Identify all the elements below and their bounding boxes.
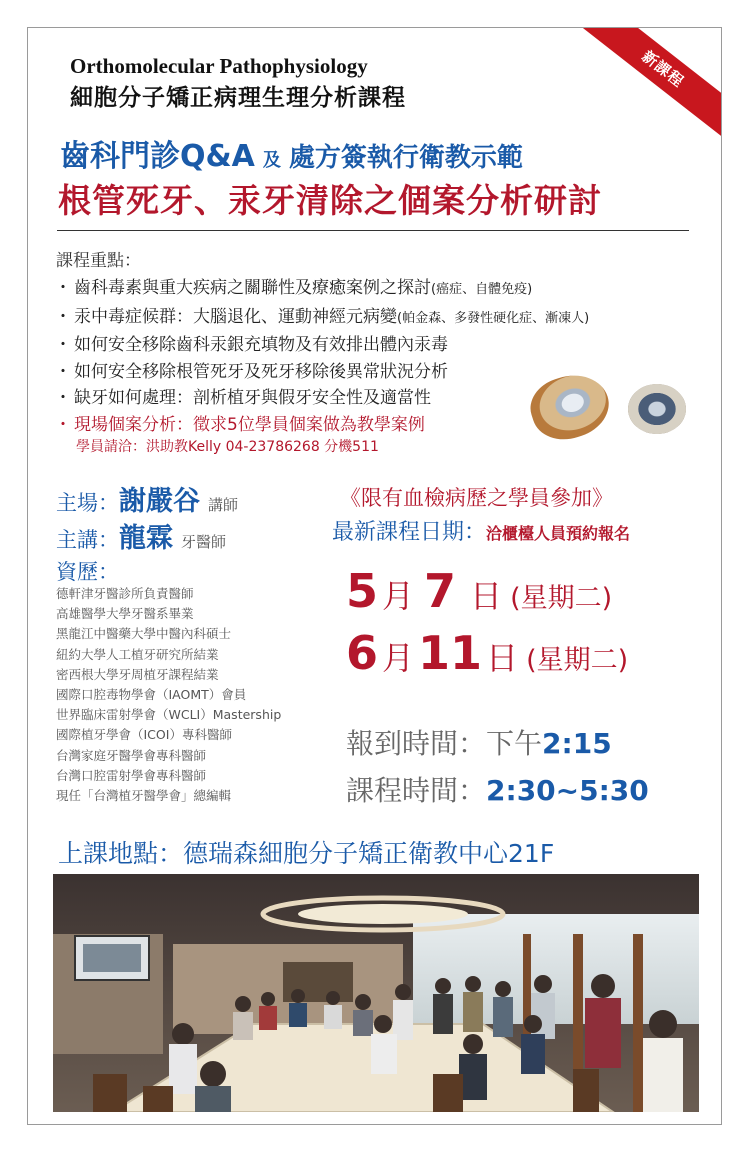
credential-item: 密西根大學牙周植牙課程結業	[56, 666, 219, 682]
new-course-ribbon: 新課程	[574, 27, 722, 144]
key-point-item	[52, 304, 589, 333]
key-points-heading: 課程重點：	[56, 251, 141, 271]
speaker-line	[56, 516, 226, 555]
date-day-unit: 日	[470, 577, 503, 615]
contact-info: 學員請洽：洪助教Kelly 04-23786268 分機511	[76, 439, 379, 455]
venue: 上課地點：德瑞森細胞分子矯正衛教中心21F	[58, 839, 555, 868]
class-time	[346, 769, 649, 809]
date-weekday: (星期二)	[526, 645, 629, 676]
key-point-text: 現場個案分析：徵求5位學員個案做為教學案例	[74, 414, 425, 435]
headline-conj: 及	[262, 150, 281, 171]
speaker-title: 牙醫師	[181, 533, 227, 551]
headline-part1: 齒科門診Q&A	[60, 139, 255, 174]
date-day: 11	[418, 626, 483, 680]
credential-item: 台灣家庭牙醫學會專科醫師	[56, 747, 207, 763]
bullet-glyph: ・	[54, 278, 72, 298]
bullet-glyph: ・	[54, 388, 72, 408]
host-name: 謝嚴谷	[119, 486, 200, 517]
headline-main: 根管死牙、汞牙清除之個案分析研討	[58, 181, 602, 220]
date-weekday: (星期二)	[510, 583, 613, 614]
course-date	[346, 564, 612, 618]
key-point-item	[52, 275, 589, 304]
course-title-english: Orthomolecular Pathophysiology	[70, 54, 368, 78]
key-point-text: 齒科毒素與重大疾病之關聯性及療癒案例之探討	[74, 278, 431, 298]
date-day-unit: 日	[486, 639, 519, 677]
credential-item: 黑龍江中醫藥大學中醫內科碩士	[56, 626, 232, 642]
latest-dates-note: 洽櫃檯人員預約報名	[486, 524, 631, 543]
headline-part2: 處方簽執行衛教示範	[288, 143, 523, 173]
key-point-text: 如何安全移除根管死牙及死牙移除後異常狀況分析	[74, 361, 448, 382]
credentials-heading: 資歷：	[56, 560, 119, 584]
speaker-role: 主講：	[56, 528, 119, 552]
key-points-list	[52, 275, 589, 438]
credential-item: 現任「台灣植牙醫學會」總編輯	[56, 788, 232, 804]
divider	[57, 230, 689, 231]
checkin-prefix: 下午	[486, 727, 543, 760]
credential-item: 國際口腔毒物學會（IAOMT）會員	[56, 687, 247, 703]
date-month-unit: 月	[382, 639, 415, 677]
credential-item: 台灣口腔雷射學會專科醫師	[56, 767, 207, 783]
host-line	[56, 479, 238, 518]
tooth-crown-image	[628, 384, 686, 434]
poster-frame	[27, 27, 722, 1125]
date-month: 6	[346, 626, 379, 680]
course-title-chinese: 細胞分子矯正病理生理分析課程	[70, 84, 406, 111]
checkin-label: 報到時間：	[346, 727, 487, 760]
checkin-time	[346, 722, 612, 762]
bullet-glyph: ・	[54, 306, 72, 327]
host-role: 主場：	[56, 491, 119, 515]
bullet-glyph: ・	[54, 335, 72, 355]
key-point-note: (帕金森、多發性硬化症、漸凍人)	[397, 310, 590, 326]
headline-topic	[60, 131, 523, 175]
credential-item: 國際植牙學會（ICOI）專科醫師	[56, 727, 232, 743]
credential-item: 德軒津牙醫診所負責醫師	[56, 586, 194, 601]
latest-dates-label: 最新課程日期：	[332, 520, 487, 545]
key-point-item	[52, 332, 589, 359]
classroom-photo	[53, 874, 699, 1112]
credential-item: 世界臨床雷射學會（WCLI）Mastership	[56, 707, 282, 723]
key-point-item	[52, 359, 589, 386]
key-point-item-highlight	[52, 412, 589, 439]
bullet-glyph: ・	[54, 361, 72, 382]
eligibility-notice: 《限有血檢病歷之學員參加》	[340, 486, 613, 510]
credentials-list	[56, 584, 281, 806]
checkin-value: 2:15	[542, 727, 612, 760]
bullet-glyph: ・	[54, 414, 72, 435]
key-point-text: 如何安全移除齒科汞銀充填物及有效排出體內汞毒	[74, 335, 448, 355]
date-month-unit: 月	[382, 577, 415, 615]
speaker-name: 龍霖	[119, 523, 173, 554]
key-point-text: 汞中毒症候群：大腦退化、運動神經元病變	[74, 306, 397, 327]
key-point-item	[52, 385, 589, 412]
key-point-text: 缺牙如何處理：剖析植牙與假牙安全性及適當性	[74, 388, 431, 408]
course-date	[346, 626, 628, 680]
date-month: 5	[346, 564, 379, 618]
credential-item: 高雄醫學大學牙醫系畢業	[56, 606, 194, 622]
latest-dates-line	[332, 515, 630, 546]
class-time-label: 課程時間：	[346, 774, 487, 807]
credential-item: 紐約大學人工植牙研究所結業	[56, 646, 219, 662]
date-day: 7	[424, 564, 457, 618]
class-time-value: 2:30~5:30	[486, 774, 649, 807]
host-title: 講師	[208, 496, 239, 514]
key-point-note: (癌症、自體免疫)	[431, 282, 533, 297]
